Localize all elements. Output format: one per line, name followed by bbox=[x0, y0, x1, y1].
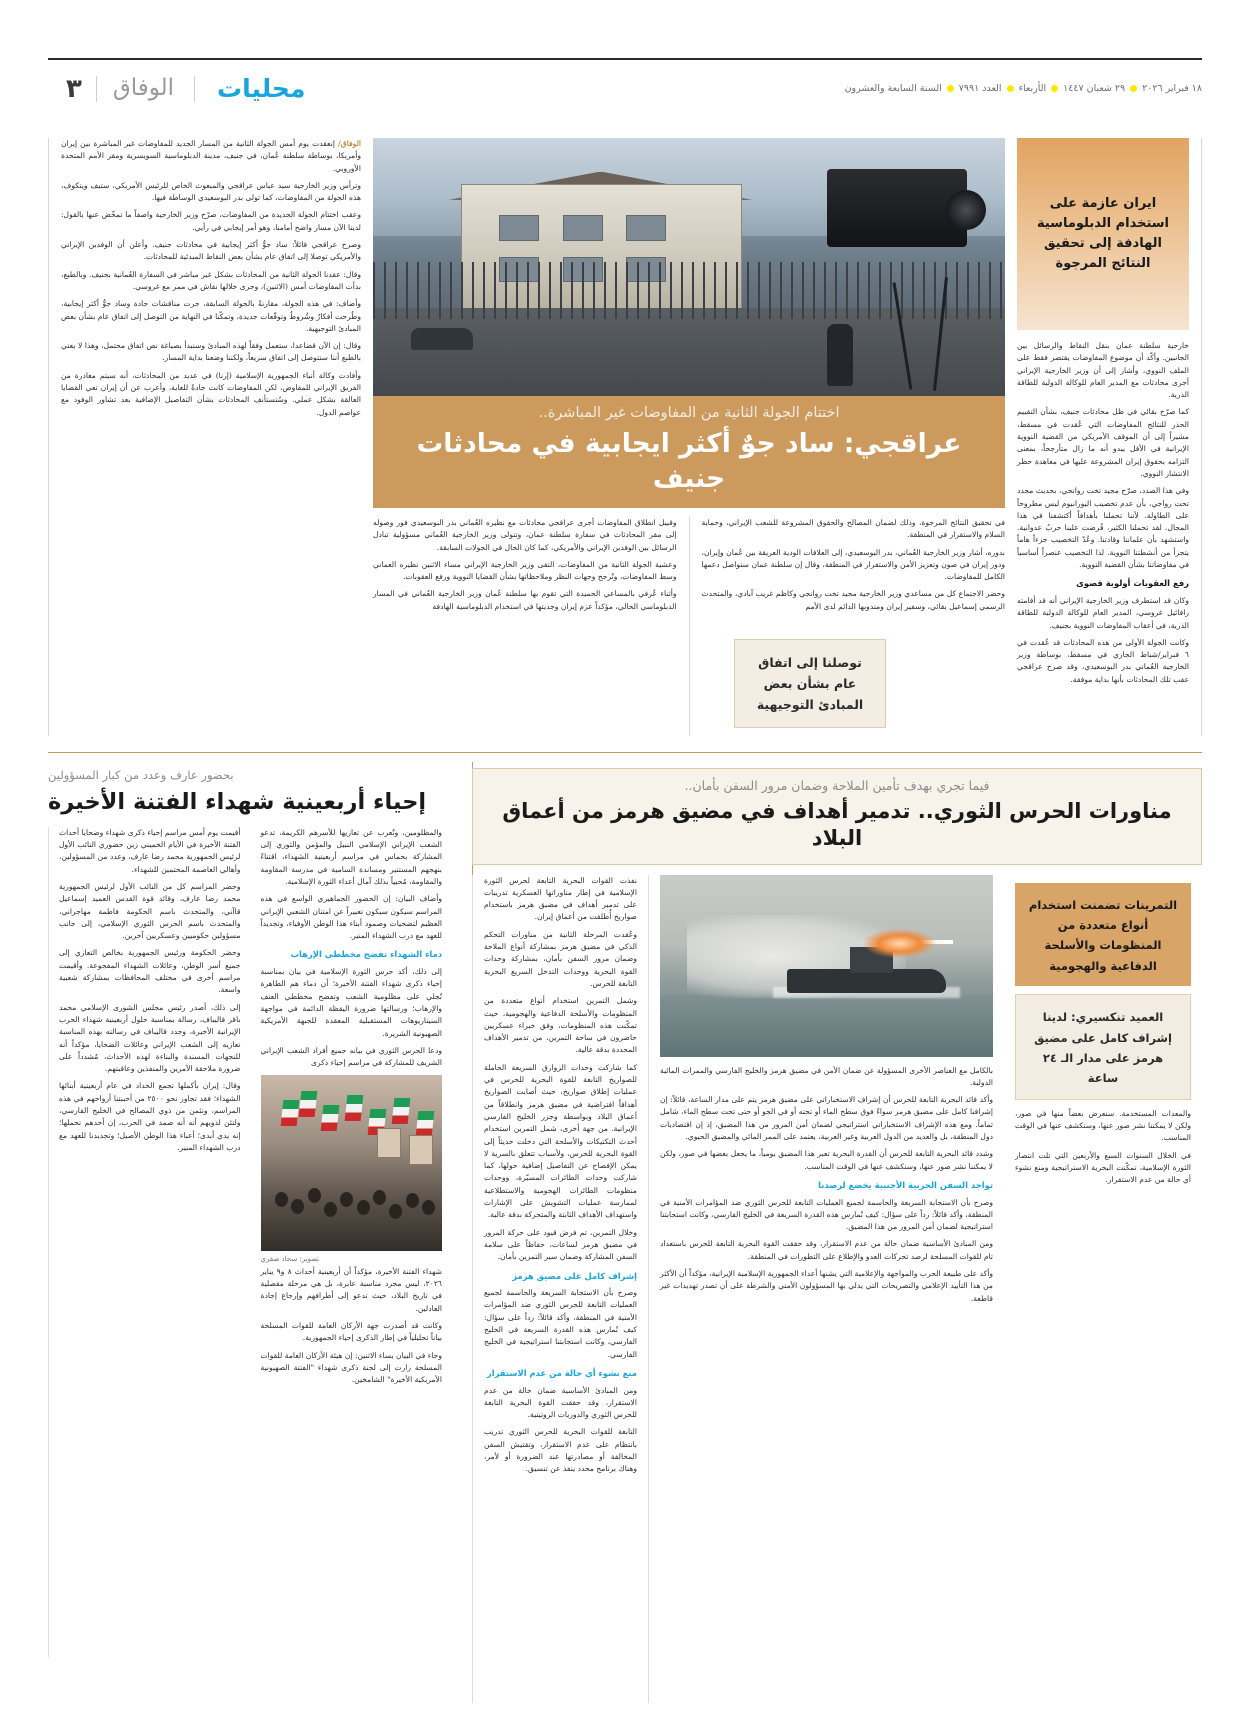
article1-beige-text: توصلنا إلى اتفاق عام بشأن بعض المبادئ التوجيهية bbox=[756, 655, 864, 712]
article1-body-columns bbox=[373, 517, 1005, 736]
photo-missile-boat bbox=[660, 875, 993, 1057]
article1-title-band bbox=[373, 396, 1005, 508]
paragraph: كما صرّح بقائي في ظل محادثات جنيف، بشأن التقييم الحذر للنتائج المفاوضات التي عُقدت في مسقط، مشيراً إلى أن الموقف الأمريكي من القضية النووية الإيرانية في الأقل يبدو أنه ما زال متأرجحاً، بمعنى التزامه بحقوق إيران المشروعة عليها في معاهدة حظر الانتشار النووي. bbox=[1017, 407, 1189, 478]
paragraph: التابعة للقوات البحرية للحرس الثوري تدريب بانتظام على عدم الاستقرار، وتقتيش السفن المخالفة أو مصادرتها عند الضرورة أو لأمر، وهناك برنامج محدد ينفذ عن تنسيق. bbox=[484, 1427, 637, 1474]
article-geneva-talks bbox=[48, 138, 1202, 736]
article1-right-column bbox=[48, 138, 361, 736]
paragraph: وعشية الجولة الثانية من المفاوضات، التقى وزير الخارجية الإيراني مساء الاثنين نظيره العماني وسط المفاوضات، وتُرجح وجهات النظر وملاحظاتها بشأن القضايا النووية ورفع العقوبات. bbox=[373, 559, 677, 582]
paragraph: وكانت الجولة الأولى من هذه المحادثات قد عُقدت في ٦ فبراير/شباط الجاري في مسقط، بوساطة وزير الخارجية العُماني بدر البوسعيدي، وقد صرح عراقجي عقب تلك المحادثات بأنها بداية موفقة. bbox=[1017, 637, 1189, 684]
article2-center-column bbox=[648, 875, 1004, 1703]
paragraph: ومن المبادئ الأساسية ضمان حالة من عدم الاستقرار، وقد حققت القوة البحرية التابعة للحرس باستعداد تام للقوات المسلحة لرصد تحركات العدو والإطلاع على التطورات في المنطقة. bbox=[660, 1239, 993, 1261]
paragraph: وعُقدت المرحلة الثانية من مناورات التحكم الذكي في مضيق هرمز بمشاركة أنواع الملاحة وضمان مرور السفن بأمان، بمشاركة وحدات القوة البحرية ووحدات التدخل السريع البحرية التابعة للحرس. bbox=[484, 929, 637, 988]
article3-right-column bbox=[48, 827, 251, 1657]
article1-headline: عراقجي: ساد جوٌ أكثر ايجابية في محادثات جنيف bbox=[416, 428, 962, 494]
article1-pullquote-box bbox=[1017, 138, 1189, 330]
column-divider bbox=[689, 517, 690, 736]
issue-gregorian-date: ١٨ فبراير ٢٠٢٦ bbox=[1142, 82, 1202, 94]
paragraph: وصرح بأن الاستجابة السريعة والحاسمة لجميع العمليات التابعة للحرس الثوري ضد المؤامرات الأمنية في المنطقة، وأكد قائلاً: رداً على سؤال: كيف تُمارس هذه القدرة السريعة في الخليج الفارسي، وكانت استجابتنا استراتيجية في الخليج الفارسي. bbox=[484, 1288, 637, 1359]
lead-word: الوفاق/ bbox=[338, 139, 361, 148]
article2-beige-box bbox=[1015, 994, 1191, 1100]
paragraph: شهداء الفتنة الأخيرة، مؤكداً أن أربعينية أحداث ٨ و٩ يناير ٢٠٢٦، ليس مجرد مناسبة عابرة، بل هي مرحلة مفصلية في تاريخ البلاد، حيث تدعو إلى أطرافهم وإرجاع إجادة العادلين. bbox=[260, 1266, 443, 1313]
paragraph: وترأس وزير الخارجية سيد عباس عراقجي والمبعوث الخاص للرئيس الأمريكي، ستيف ويتكوف، هذه الجولة من المفاوضات، كما تولى بدر البوسعيدي الوساطة فيها. bbox=[61, 180, 361, 203]
paragraph: إلى ذلك، أكد حرس الثورة الإسلامية في بيان بمناسبة إحياء ذكرى شهداء الفتنة الأخيرة؛ أن دماء هم الطاهرة تُجلي على مظلومية الشعب وتفضح مخططي العنف والإرهاب؛ ورسالتها ضرورة اليقظة الدائمة في مواجهة السيناريوهات المستقبلية المعقدة للجبهة الأمريكية الصهيونية الشريرة. bbox=[260, 967, 442, 1038]
article2-left-column bbox=[1004, 875, 1202, 1703]
article3-headline: إحياء أربعينية شهداء الفتنة الأخيرة bbox=[48, 789, 427, 815]
paragraph: بالكامل مع العناصر الأخرى المسؤولة عن ضمان الأمن في مضيق هرمز والخليج الفارسي والممرات المائية الدولية. bbox=[660, 1065, 993, 1087]
bullet-dot-icon bbox=[1051, 85, 1058, 92]
bullet-dot-icon bbox=[1007, 85, 1014, 92]
paragraph: نفذت القوات البحرية التابعة لحرس الثورة الإسلامية في إطار مناوراتها العسكرية تدريبات على تدمير أهداف في مضيق هرمز باستخدام صواريخ أُطلقت من أعماق إيران. bbox=[484, 875, 637, 922]
paragraph: ودعا الحرس الثوري في بيانه جميع أفراد الشعب الإيراني الشريف للمشاركة في مراسم إحياء ذكرى bbox=[260, 1045, 442, 1068]
article1-center bbox=[361, 138, 1017, 736]
paragraph: وشمل التمرين استخدام أنواع متعددة من المنظومات والأسلحة الدفاعية والهجومية، حيث تمكّنت هذه المنظومات، وفق خبراء عسكريين حاضرون في ساحة التمرين، من تدمير الأهداف المحددة بدقة عالية. bbox=[484, 996, 637, 1055]
article2-left-text bbox=[1015, 1108, 1191, 1187]
paper-name: الوفاق bbox=[96, 76, 195, 101]
hero-photo-geneva-villa bbox=[373, 138, 1005, 396]
article2-headline: مناورات الحرس الثوري.. تدمير أهداف في مضيق هرمز من أعماق البلاد bbox=[502, 799, 1172, 851]
issue-hijri-date: ٢٩ شعبان ١٤٤٧ bbox=[1063, 82, 1126, 94]
horizontal-divider bbox=[48, 752, 1202, 753]
paragraph: في تحقيق النتائج المرجوة، وذلك لضمان المصالح والحقوق المشروعة للشعب الإيراني، وحماية السلام والاستقرار في المنطقة. bbox=[701, 518, 1005, 540]
paragraph: وحضر المراسم كل من النائب الأول لرئيس الجمهورية محمد رضا عارف، وقائد قوة القدس العميد إسماعيل قاآني، والمتحدث باسم الحكومة فاطمة مهاجراني، والمتحدث باسم الحرس الثوري الإسلامي، إلى جانب مسؤولين حكوميين وعسكريين آخرين. bbox=[59, 881, 241, 941]
article1-beige-box bbox=[734, 639, 886, 728]
paragraph: وخلال التمرين، تم فرض قيود على حركة المرور في مضيق هرمز لساعات، حفاظاً على سلامة السفن المشاركة وضمان سير التمرين بأمان. bbox=[484, 1227, 637, 1262]
masthead-branding bbox=[48, 60, 327, 118]
article2-tan-text: التمرينات تضمنت استخدام أنواع متعددة من المنظومات والأسلحة الدفاعية والهجومية bbox=[1028, 897, 1178, 973]
paragraph: وقال: إيران بأكملها تجمع الحداد في عام أربعينية أبنائها الشهداء؛ فقد تجاوز نحو ٢٥٠٠ من أحببتنا أرواحهم في هذه المراسم، ونثمن من ذوي المصالح في الخليج الفارسي، ولتئن لذويهم أنه أنه صمد في الحرب، إن أحدهم تحملها؛ إنه يدي أبدى؛ أعباء هذا الوطن الأصيل؛ وتجديدنا للعهد مع درب الشهداء المنير. bbox=[59, 1081, 241, 1152]
paragraph: وصرح عراقجي قائلاً: ساد جوٌّ أكثر إيجابية في محادثات جنيف. وأعلن أن الوفدين الإيراني والأمريكي توصلا إلى اتفاق عام بشأن بعض النقاط المبدئية للمحادثات. bbox=[61, 240, 361, 262]
paragraph: وحضر الحكومة ورئيس الجمهورية بخالص التعازي إلى جميع أسر الوطن، وعائلات الشهداء المفجوعة. وأقيمت مراسم أخرى في مختلف المحافظات بمشاركة شعبية واسعة. bbox=[59, 948, 241, 995]
paragraph: وقال: إن الآن قضاعدا، ستعمل وفقاً لهذه المبادئ وسنبدأ بصياغة نص اتفاق محتمل، وهذا لا يعني بالطبع أننا ستتوصل إلى اتفاق سريعاً، ولكننا وضعنا بداية المسار. bbox=[61, 341, 361, 363]
article1-kicker: اختتام الجولة الثانية من المفاوضات غير المباشرة.. bbox=[538, 405, 840, 421]
issue-weekday: الأربعاء bbox=[1018, 82, 1047, 94]
article1-left-column bbox=[1017, 138, 1202, 736]
paragraph: وعقب اختتام الجولة الجديدة من المفاوضات، صرّح وزير الخارجية واصفاً ما تمخّض عنها بالقول: لدينا الآن مسار واضح أمامنا، وهو أمر إيجابي في رأيي. bbox=[61, 210, 361, 232]
article-irgc-drill bbox=[472, 768, 1202, 1676]
article2-center-text bbox=[660, 1065, 993, 1305]
article3-left-column bbox=[251, 827, 453, 1657]
paragraph: وقبيل انطلاق المفاوضات أجرى عراقجي محادثات مع نظيره العُماني بدر البوسعيدي فور وصوله إلى مقر المحادثات في سفارة سلطنة عمان، وتتولى وزير الخارجية العُماني مسؤولية تبادل الرسائل بين الوفدين الإيراني والأمريكي، كما كان الحال في الجولات السابقة. bbox=[373, 518, 677, 552]
section-name: محليات bbox=[217, 74, 306, 104]
paragraph: وأضاف البيان: إن الحضور الجماهيري الواسع في هذه المراسم سيكون سيكون تعبيراً عن امتنان الشعبي الإيراني العظيم لتضحيات وصمود أبناء هذا الوطن الأوفياء، وتجديداً للعهد مع درب الشهداء المنير. bbox=[260, 894, 442, 941]
article1-pullquote-text: ايران عازمة على استخدام الدبلوماسية الهادفة إلى تحقيق النتائج المرجوة bbox=[1036, 195, 1170, 272]
issue-number: العدد ٧٩٩١ bbox=[958, 82, 1002, 94]
paragraph: والمظلومين، وتُعرب عن تعازيها للأسرهم الكريمة، تدعو الشعب الإيراني الإسلامي النبيل والمؤمن والثوري إلى المشاركة بحماس في مراسم أربعينية الشهداء، اقتناءً بنهجهم المستنير ومساندة السامية في مدرسة المقاومة والمقاومة، مُحيياً بذلك آمال أعداء الثورة الإسلامية. bbox=[260, 827, 442, 886]
paragraph: وأفادت وكالة أنباء الجمهورية الإسلامية (إرنا) في عديد من المحادثات، أنه سيتم مغادرة من الفريق الإيراني للمفاوض، لكن المفاوضات كانت جادةً للغاية، وأعرب عن أن إيران تعي القضايا العالقة بشكل عملي. وسُتستأنف المحادثات بشأن التفاصيل الإضافية بعد تشاور الوفود مع عواصم الدول. bbox=[61, 370, 361, 417]
article2-beige-text: العميد تنكسيري: لدينا إشراف كامل على مضيق هرمز على مدار الـ ٢٤ ساعة bbox=[1034, 1010, 1172, 1086]
paragraph: بدوره، أشار وزير الخارجية العُماني، بدر البوسعيدي، إلى العلاقات الودية العريقة بين عُمان وإيران، ودور إيران في صون وتعزيز الأمن والاستقرار في المنطقة، وقال إن سلطنة عمان ستواصل دعمها الكامل للمفاوضات. bbox=[701, 547, 1005, 582]
article2-right-column bbox=[472, 875, 648, 1703]
paragraph: في الخلال السنوات السبع والأربعين التي تلت انتصار الثورة الإسلامية، تمكّنت البحرية الاستراتيجية ومنع نشوء أي حالة من عدم الاستقرار. bbox=[1015, 1150, 1191, 1185]
article3-kicker: بحضور عارف وعدد من كبار المسؤولين bbox=[48, 768, 234, 782]
paragraph: أقيمت يوم أمس مراسم إحياء ذكرى شهداء وضحايا أحداث الفتنة الأخيرة في الأيام الخميني زين حضوري النائب الأول لرئيس الجمهورية محمد رضا عارف، وعدد من المسؤولين، وأهالي العاصمة المحتمين للشهداء. bbox=[59, 827, 241, 874]
paragraph: إلى ذلك، أصدر رئيس مجلس الشورى الإسلامي محمد باقر قاليباف، رسالة بمناسبة حلول أربعينية شهداء الحرب الإيرانية الأخيرة، وجدد قاليباف في رسالته بهذه المناسبة تعازيه إلى الشعب الإيراني وعائلات الضحايا، مؤكداً أنه للنجهات المسندة والبناءة لهذه الأحداث، مُشدداً على ضرورة ملاحقة الآمرين والمنفذين وعاقبتهم. bbox=[59, 1002, 241, 1074]
masthead-issue-info bbox=[845, 83, 1202, 96]
paragraph: وجاء في البيان يساء الاثنين: إن هيئة الأركان العامة للقوات المسلحة زارت إلى لجنة ذكرى شهداء "الفتنة الصهيونية الأمريكية الأخيرة" الشامخين. bbox=[260, 1350, 442, 1385]
paragraph: وكان قد استطرف وزير الخارجية الإيراني أنه قد أقامته رافائيل غروسي، المدير العام للوكالة الدولية للطاقة الذرية، في أعقاب المفاوضات النووية بجنيف. bbox=[1017, 595, 1189, 630]
article1-left-text bbox=[1017, 340, 1189, 691]
paragraph: وصرح بأن الاستجابة السريعة والحاسمة لجميع العمليات التابعة للحرس الثوري ضد المؤامرات الأمنية في المنطقة، وأكد قائلاً: رداً على سؤال: كيف تُمارس هذه القدرة السريعة في الخليج الفارسي، وكانت استجابتنا استراتيجية لضمان أمن المرور من هذا المضيق. bbox=[660, 1197, 993, 1232]
paragraph: وحضر الاجتماع كل من مساعدي وزير الخارجية مجيد تخت روانجي وكاظم غريب آبادي، والمتحدث الرسمي إسماعيل بقائي، وسفير إيران ومندوبها الدائم لدى الأمم bbox=[701, 589, 1005, 611]
paragraph: وفي هذا الصدد، صرّح مجيد تخت روانجي، بحديث مجدد تحت رواجي، بأن عدم تخصيب اليورانيوم ليس مطروحاً على الطاولة. لأننا تحملنا بأهدافاً أكتشفنا في هذا المجال. لقد تحملنا الكثير، فُرضت علينا حربٌ عدوانية. واستشهد بأن علماننا وقادتنا. وعُدّ التخصيب جزءاً هاماً يتجزأ من أنشطتنا النووية. لذا التخصيب عنصراً أساسياً في مفاوضاتنا بشأن القضية النووية. bbox=[1017, 486, 1189, 570]
article2-kicker: فيما تجري بهدف تأمين الملاحة وضمان مرور السفن بأمان.. bbox=[684, 778, 990, 793]
bullet-dot-icon bbox=[947, 85, 954, 92]
paragraph: وأثناء عُرفي بالمساعي الحميدة التي تقوم بها سلطنة عُمان وزير الخارجية العُماني في المسار الدبلوماسي الحالي، مؤكداً عزم إيران وجديتها في استخدام الدبلوماسية الهادفة bbox=[373, 589, 677, 611]
paragraph: وكانت قد أصدرت جهة الأركان العامة للقوات المسلحة بياناً تحليلياً في إطار الذكرى إحياء الجمهورية. bbox=[260, 1320, 442, 1343]
article2-subheading-1: إشراف كامل على مضيق هرمز bbox=[512, 1270, 637, 1281]
photo-memorial-crowd bbox=[261, 1075, 443, 1251]
photo-credit: تصوير: سجاد صفري bbox=[260, 1255, 320, 1264]
masthead bbox=[48, 58, 1202, 118]
paragraph: وقال: عقدنا الجولة الثانية من المحادثات بشكل غير مباشر في السفارة العُمانية بجنيف. وبالطبع، بدأت المفاوضات أمس (الاثنين)، وجرى خلالها نقاش في ممر مع غروسي. bbox=[61, 269, 361, 291]
article1-subheading: رفع العقوبات أولوية قصوى bbox=[1076, 578, 1189, 589]
paragraph: ومن المبادئ الأساسية ضمان حالة من عدم الاستقرار، وقد حققت القوة البحرية التابعة للحرس الثوري والدوريات الروتينية. bbox=[484, 1385, 637, 1420]
paragraph: وشدد قائد البحرية التابعة للحرس أن القدرة البحرية تعبر هذا المضيق يومياً، ما يجعل بعضها في صور، ولكن لا يمكننا نشر صور عنها، وسنكشف عنها في الوقت المناسب. bbox=[660, 1149, 993, 1171]
paragraph-text: إنعقدت يوم أمس الجولة الثانية من المسار الجديد للمفاوضات غير المباشرة بين إيران وأمريكا، بوساطة سلطنة عُمان، في جنيف، مدينة الدبلوماسية السويسرية ومقر الأمم المتحدة الأوروبي. bbox=[61, 139, 361, 173]
paragraph: خارجية سلطنة عمان بنقل النقاط والرسائل بين الجانبين. وأكّد أن موضوع المفاوضات يقتصر فقط على الملف النووي، وأشار إلى أن وزير الخارجية الإيراني أجرى محادثات مع المدير العام للوكالة الدولية للطاقة الذرية. bbox=[1017, 341, 1189, 400]
paragraph bbox=[61, 138, 361, 175]
article-martyrs-memorial bbox=[48, 768, 452, 1676]
issue-year: السنة السابعة والعشرون bbox=[844, 82, 942, 94]
article2-subheading-0: تواجد السفن الحربية الأجنبية يخضع لرصدنا bbox=[818, 1179, 993, 1190]
article2-title-box bbox=[472, 768, 1202, 865]
article2-tan-box bbox=[1015, 883, 1191, 987]
paragraph: والمعدات المستخدمة. سنعرض بعضاً منها في صور، ولكن لا يمكننا نشر صور عنها، وسنكشف عنها في الوقت المناسب. bbox=[1015, 1108, 1191, 1143]
paragraph: وأضاف: في هذه الجولة، مقارنةً بالجولة السابقة، جرت مناقشات جادة وساد جوٌّ أكثر إيجابية، وطُرحت أفكارٌ وشُروطٌ وتوقّعات جديدة، وتمكّنا في النهاية من التوصل إلى اتفاق عام بشأن بعض المبادئ التوجيهية. bbox=[61, 299, 361, 333]
page-number: ٣ bbox=[66, 74, 82, 104]
paragraph: وأكد قائد البحرية التابعة للحرس أن إشراف الاستخباراتي على مضيق هرمز يتم على مدار الساعة، قائلاً: إن إشرافنا كامل على مضيق هرمز سواءً فوق سطح الماء أو تحته أو في الجو أو حتى تحت سطح الماء، شامل تماماً. ومع هذه الإشراف الاستخباراتي استراتيجي لضمان أمن المرور من هذا المضيق، إذ إن اقتصاديات دول المنطقة، بل والعديد من الدول العربية وغير العربية، يعتمد على الممر المائي والمضيق الحيوي. bbox=[660, 1095, 993, 1142]
article1-center-column-a bbox=[373, 517, 677, 736]
paragraph: وأكد على طبيعة الحرب والمواجهة والإعلامية التي يشنها أعداء الجمهورية الإسلامية الإيرانية، مؤكداً أن الأكثر من هذا التأييد الإعلامي والتصريحات التي يدلي بها المسؤولون الأمني والشرطة على أن تصدر تهديدات غير قاطعة. bbox=[660, 1269, 993, 1303]
paragraph: كما شاركت وحدات الزوارق السريعة الحاملة للصواريخ التابعة للقوة البحرية للحرس في عمليات إطلاق صواريخ، حيث أصابت الصواريخ أهدافاً افتراضية في مضيق هرمز وانطلاقاً من أعماق البلاد وبواسطة وجزر الخليج الفارسي الإيرانية. من جهة أخرى، شمل التمرين استخدام أحدث التكتيكات والأسلحة التي دخلت حديثاً إلى القوة البحرية للحرس، ولأسباب تتعلق بالسرية لا يمكن الإفصاح عن التفاصيل إضافية حولها، كما شاركت وحدات الطائرات المسيّرة، ووحدات منظومات الطائرات الهجومية والاستطلاعية لممارسة عمليات التشويش على الإشارات واستهداف الأهداف الثابتة والمتحركة بدقة عالية. bbox=[484, 1062, 637, 1220]
article3-subheading: دماء الشهداء تفضح مخططي الإرهاب bbox=[290, 949, 442, 960]
article2-subheading-2: منع نشوء أي حالة من عدم الاستقرار bbox=[486, 1367, 637, 1378]
bullet-dot-icon bbox=[1130, 85, 1137, 92]
